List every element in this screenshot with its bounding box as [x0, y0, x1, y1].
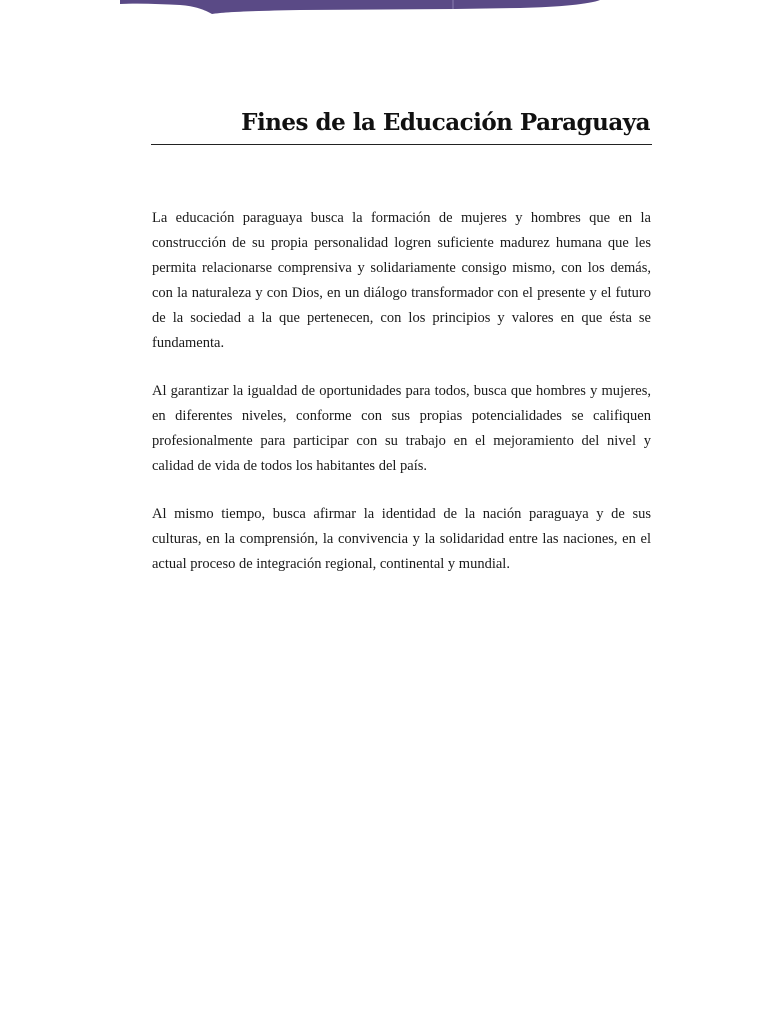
paragraph-3: Al mismo tiempo, busca afirmar la identidad de la nación paraguaya y de sus culturas, en la comprensión, la convivencia y la solidaridad entre las naciones, en el actual proceso de integración regional, continental y mundial.: [152, 506, 651, 572]
paragraph-2: Al garantizar la igualdad de oportunidades para todos, busca que hombres y mujeres, en diferentes niveles, conforme con sus propias potencialidades se califiquen profesionalmente para participar con su trabajo en el mejoramiento del nivel y calidad de vida de todos los habitantes del país.: [152, 383, 651, 474]
purple-brush-stroke: [120, 0, 600, 14]
decorative-header-band: [0, 0, 768, 24]
page-title: Fines de la Educación Paraguaya: [241, 109, 650, 136]
body-text: [152, 206, 651, 600]
paragraph-1: La educación paraguaya busca la formación de mujeres y hombres que en la construcción de su propia personalidad logren suficiente madurez humana que les permita relacionarse comprensiva y solidariamente consigo mismo, con los demás, con la naturaleza y con Dios, en un diálogo transformador con el presente y el futuro de la sociedad a la que pertenecen, con los principios y valores en que ésta se fundamenta.: [152, 210, 651, 351]
title-underline: [151, 144, 652, 145]
title-block: [151, 108, 652, 145]
